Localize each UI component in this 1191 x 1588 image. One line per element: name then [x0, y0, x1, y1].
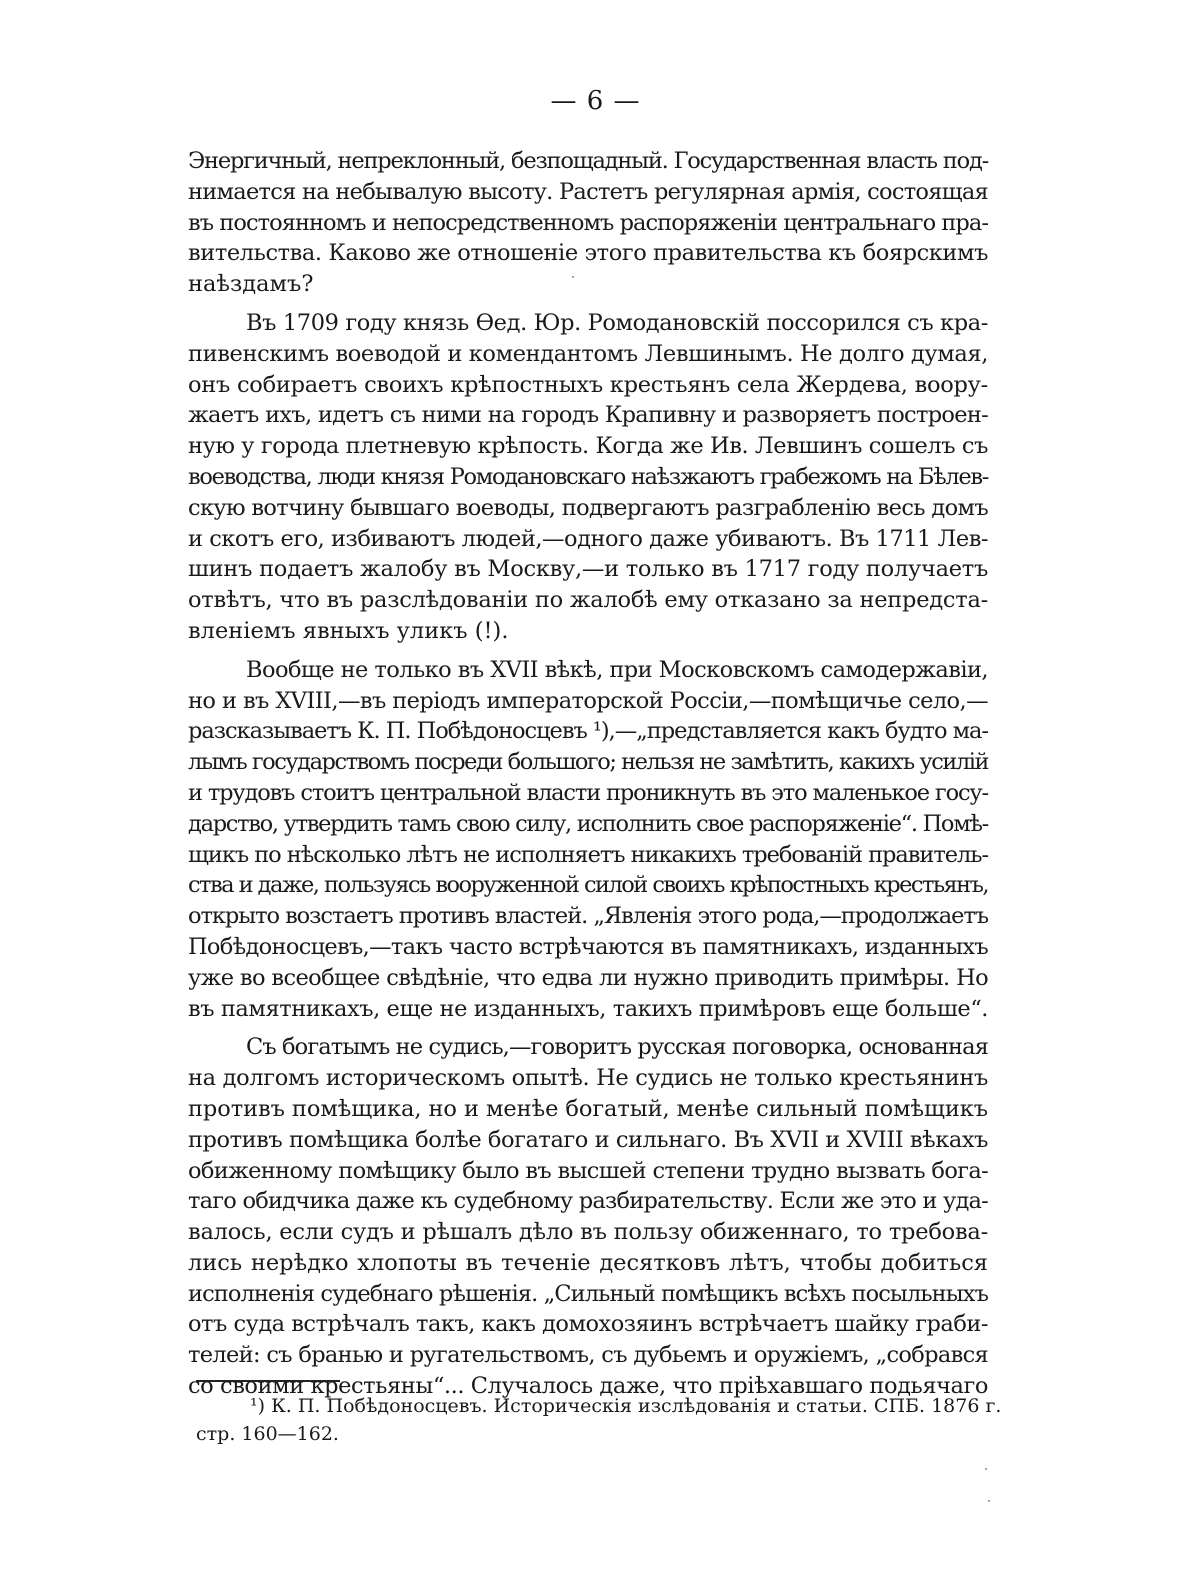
text-line: нимается на небывалую высоту. Растетъ регулярная армія, состоящая [188, 178, 989, 205]
text-line: жаетъ ихъ, идетъ съ ними на городъ Крапивну и разворяетъ построен- [188, 402, 989, 429]
text-line: на долгомъ историческомъ опытѣ. Не судись не только крестьянинъ [188, 1065, 989, 1092]
text-line: отвѣтъ, что въ разслѣдованіи по жалобѣ ему отказано за непредста- [188, 587, 988, 614]
text-line: но и въ XVIII,—въ періодъ императорской Россіи,—помѣщичье село,— [188, 687, 988, 714]
text-line: и трудовъ стоитъ центральной власти проникнуть въ это маленькое госу- [188, 779, 988, 806]
text-line: исполненія судебнаго рѣшенія. „Сильный помѣщикъ всѣхъ посыльныхъ [188, 1280, 988, 1307]
text-line: противъ помѣщика, но и менѣе богатый, менѣе сильный помѣщикъ [188, 1095, 988, 1122]
text-line: вительства. Каково же отношеніе этого правительства къ боярскимъ [188, 240, 988, 267]
text-line: воеводства, люди князя Ромодановскаго наѣзжаютъ грабежомъ на Бѣлев- [188, 463, 989, 490]
text-line: шинъ подаетъ жалобу въ Москву,—и только въ 1717 году получаетъ [188, 556, 989, 583]
text-line: валось, если судъ и рѣшалъ дѣло въ пользу обиженнаго, то требова- [188, 1219, 988, 1246]
scan-speck [988, 1500, 990, 1502]
text-line: онъ собираетъ своихъ крѣпостныхъ крестьянъ села Жердева, воору- [188, 371, 988, 398]
text-line: Съ богатымъ не судись,—говоритъ русская поговорка, основанная [246, 1034, 988, 1061]
footnote [196, 1392, 1002, 1448]
text-line: Побѣдоносцевъ,—такъ часто встрѣчаются въ памятникахъ, изданныхъ [188, 933, 989, 960]
text-line: вленіемъ явныхъ уликъ (!). [188, 617, 509, 644]
text-line: пивенскимъ воеводой и комендантомъ Левшинымъ. Не долго думая, [188, 340, 989, 367]
text-line: со своими крестьяны“... Случалось даже, что пріѣхавшаго подьячаго [188, 1373, 988, 1400]
text-line: ную у города плетневую крѣпость. Когда же Ив. Левшинъ сошелъ съ [188, 433, 988, 460]
text-line: дарство, утвердить тамъ свою силу, исполнить свое распоряженіе“. Помѣ- [188, 810, 988, 837]
text-line: отъ суда встрѣчалъ такъ, какъ домохозяинъ встрѣчаетъ шайку граби- [188, 1311, 988, 1338]
text-line: обиженному помѣщику было въ высшей степени трудно вызвать бога- [188, 1157, 989, 1184]
text-line: Энергичный, непреклонный, безпощадный. Государственная власть под- [188, 148, 989, 174]
paragraph [188, 1032, 988, 1402]
text-line: Въ 1709 году князь Ѳед. Юр. Ромодановскій поссорился съ кра- [246, 309, 988, 336]
text-line: разсказываетъ К. П. Побѣдоносцевъ ¹),—„представляется какъ будто ма- [188, 718, 988, 745]
paragraph [188, 146, 988, 300]
page-number: — 6 — [550, 86, 641, 116]
text-line: въ памятникахъ, еще не изданныхъ, такихъ примѣровъ еще больше“. [188, 995, 989, 1022]
text-line: таго обидчика даже къ судебному разбирательству. Если же это и уда- [188, 1188, 989, 1215]
text-line: Вообще не только въ XVII вѣкѣ, при Московскомъ самодержавіи, [246, 656, 988, 683]
paragraph [188, 308, 988, 647]
text-line: скую вотчину бывшаго воеводы, подвергаютъ разграбленію весь домъ [188, 494, 988, 521]
scan-speck [572, 276, 574, 278]
footnote-line: ¹) К. П. Побѣдоносцевъ. Историческія изслѣдованія и статьи. СПБ. 1876 г. [250, 1395, 1002, 1417]
text-line: противъ помѣщика болѣе богатаго и сильнаго. Въ XVII и XVIII вѣкахъ [188, 1126, 988, 1153]
footnote-line: стр. 160—162. [196, 1423, 339, 1445]
text-line: лымъ государствомъ посреди большого; нельзя не замѣтить, какихъ усилій [188, 749, 989, 776]
text-line: лись нерѣдко хлопоты въ теченіе десятковъ лѣтъ, чтобы добиться [188, 1249, 988, 1276]
text-line: открыто возстаетъ противъ властей. „Явленія этого рода,—продолжаетъ [188, 903, 988, 930]
footnote-divider [196, 1380, 340, 1382]
text-line: телей: съ бранью и ругательствомъ, съ дубьемъ и оружіемъ, „собрався [188, 1342, 988, 1369]
scan-speck [985, 1468, 987, 1470]
text-line: уже во всеобщее свѣдѣніе, что едва ли нужно приводить примѣры. Но [188, 964, 988, 991]
text-line: наѣздамъ? [188, 271, 314, 298]
body-text [188, 146, 988, 1402]
text-line: и скотъ его, избиваютъ людей,—одного даже убиваютъ. Въ 1711 Лев- [188, 525, 989, 552]
paragraph [188, 655, 988, 1025]
text-line: щикъ по нѣсколько лѣтъ не исполняетъ никакихъ требованій правитель- [188, 841, 988, 868]
text-line: ства и даже, пользуясь вооруженной силой своихъ крѣпостныхъ крестьянъ, [188, 872, 989, 899]
text-line: въ постоянномъ и непосредственномъ распоряженіи центральнаго пра- [188, 209, 989, 236]
